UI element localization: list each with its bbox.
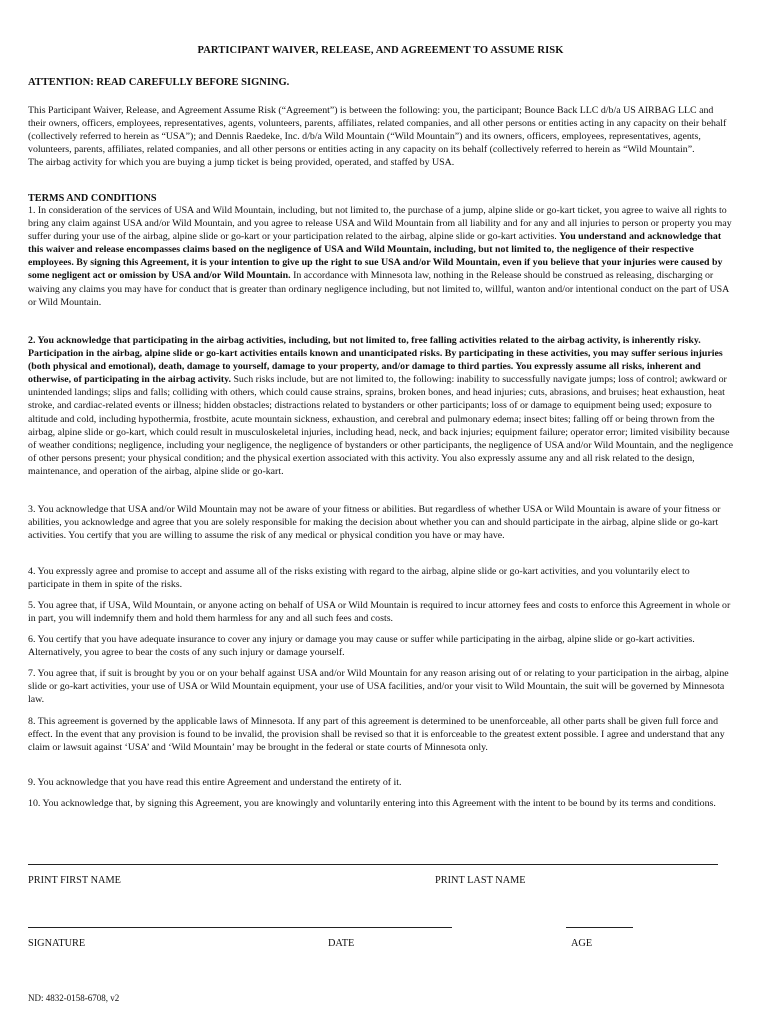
section-2-block: [28, 334, 733, 478]
section-5: 5. You agree that, if USA, Wild Mountain, or anyone acting on behalf of USA or Wild Mountain is required to incur attorney fees and costs to enforce this Agreement in whole or in part, you will indemnify them and hold them harmless for any and all such fees and costs.: [28, 600, 731, 625]
first-name-label: PRINT FIRST NAME: [28, 875, 121, 886]
intro-paragraph: This Participant Waiver, Release, and Agreement Assume Risk (“Agreement”) is between the following: you, the participant; Bounce Back LLC d/b/a US AIRBAG LLC and their owners, officers, employees, representatives, agents, volunteers, parents, affiliates, related companies, and all other persons or entities acting in any capacity on their behalf (collectively referred to herein as “USA”); and Dennis Raedeke, Inc. d/b/a Wild Mountain (“Wild Mountain”) and its owners, officers, employees, representatives, agents, volunteers, parents, affiliates, related companies, and all other persons or entities acting in any capacity on its behalf (collectively referred to herein as “Wild Mountain”.: [28, 105, 727, 156]
age-label: AGE: [571, 938, 593, 949]
section-10: 10. You acknowledge that, by signing this Agreement, you are knowingly and voluntarily entering into this Agreement with the intent to be bound by its terms and conditions.: [28, 798, 716, 809]
section-7: 7. You agree that, if suit is brought by you or on your behalf against USA and/or Wild Mountain for any reason arising out of or relating to your participation in the airbag, alpine slide or go-kart activities, your use of USA or Wild Mountain equipment, your use of USA facilities, and/or your visit to Wild Mountain, the suit will be governed by Minnesota law.: [28, 668, 729, 706]
section-8-block: [28, 715, 733, 754]
section-3: 3. You acknowledge that USA and/or Wild Mountain may not be aware of your fitness or abilities. But regardless of whether USA or Wild Mountain is aware of your fitness or abilities, you acknowledge and agree that you are solely responsible for making the decision about whether you can and should participate in the airbag, alpine slide or go-kart activities. You certify that you are willing to assume the risk of any medical or physical condition you have or may have.: [28, 504, 721, 542]
last-name-label: PRINT LAST NAME: [435, 875, 526, 886]
intro-section: [28, 104, 733, 169]
document-id-footer: ND: 4832-0158-6708, v2: [28, 993, 120, 1003]
section-2-text: Such risks include, but are not limited to, the following: inability to successfully navigate jumps; loss of control; awkward or unintended landings; slips and falls; colliding with others, which could cause strains, sprains, broken bones, and head injuries; cuts, abrasions, and bruises; heat exhaustion, heat stroke, and cardiac-related events or illness; hidden obstacles; distractions related to bystanders or other participants; loss of or damage to equipment being used; exposure to altitude and cold, including hypothermia, frostbite, acute mountain sickness, exhaustion, and cerebral and pulmonary edema; insect bites; falling off or being thrown from the airbag, alpine slide or go-kart, which could result in musculoskeletal injuries, including head, neck, and back injuries; equipment failure; operator error; limited visibility because of weather conditions; negligence, including your negligence, the negligence of bystanders or other participants, the negligence of USA and/or Wild Mountain, and the negligence of other persons present; your physical condition; and the physical exertion associated with this activity. You also expressly assume any and all risk related to the design, maintenance, and operation of the airbag, alpine slide or go-kart.: [28, 374, 733, 477]
section-1-tail: In accordance with Minnesota law, nothing in the Release should be construed as releasing, discharging or waiving any claims you may have for conduct that is greater than ordinary negligence including, but not limited to, willful, wanton and/or intentional conduct on the part of USA or Wild Mountain.: [28, 270, 729, 308]
section-1-bold: You understand and acknowledge that this waiver and release encompasses claims based on the negligence of USA and Wild Mountain, including, but not limited to, the negligence of their respective employees. By signing this Agreement, it is your intention to give up the right to sue USA and/or Wild Mountain, even if you believe that your injuries were caused by some negligent act or omission by USA and/or Wild Mountain.: [28, 231, 723, 282]
section-4-block: [28, 565, 733, 591]
terms-section: [28, 193, 733, 309]
name-line[interactable]: [28, 864, 718, 865]
terms-heading: TERMS AND CONDITIONS: [28, 193, 157, 204]
section-4: 4. You expressly agree and promise to accept and assume all of the risks existing with regard to the airbag, alpine slide or go-kart activities, and you voluntarily elect to participate in them in spite of the risks.: [28, 566, 690, 591]
section-6: 6. You certify that you have adequate insurance to cover any injury or damage you may cause or suffer while participating in the airbag, alpine slide or go-kart activities. Alternatively, you agree to bear the costs of any such injury or damage yourself.: [28, 634, 695, 659]
section-1-text: 1. In consideration of the services of USA and Wild Mountain, including, but not limited to, the purchase of a jump, alpine slide or go-kart ticket, you agree to waive all rights to bring any claim against USA and/or Wild Mountain, and you agree to release USA and Wild Mountain from all liability and for any and all injuries to person or property you may suffer during your use of the airbag, alpine slide or go-kart or your participation related to the airbag, alpine slide or go-kart activities.: [28, 205, 732, 243]
date-label: DATE: [328, 938, 355, 949]
section-2: [28, 334, 733, 478]
section-7-block: [28, 667, 733, 706]
section-1: [28, 204, 733, 309]
section-10-block: [28, 797, 733, 810]
signature-date-line[interactable]: [28, 927, 452, 928]
document-title: PARTICIPANT WAIVER, RELEASE, AND AGREEMENT TO ASSUME RISK: [197, 45, 564, 56]
age-line[interactable]: [566, 927, 633, 928]
intro-airbag-note: The airbag activity for which you are buying a jump ticket is being provided, operated, and staffed by USA.: [28, 157, 455, 169]
attention-notice: ATTENTION: READ CAREFULLY BEFORE SIGNING.: [28, 77, 290, 88]
section-8: 8. This agreement is governed by the applicable laws of Minnesota. If any part of this agreement is determined to be unenforceable, all other parts shall be given full force and effect. In the event that any provision is found to be invalid, the provision shall be revised so that it is enforceable to the greatest extent possible. I agree and understand that any claim or lawsuit against ‘USA’ and ‘Wild Mountain’ may be brought in the federal or state courts of Minnesota only.: [28, 716, 725, 754]
section-9-block: [28, 776, 733, 789]
section-5-block: [28, 599, 733, 625]
section-9: 9. You acknowledge that you have read this entire Agreement and understand the entirety of it.: [28, 777, 402, 788]
signature-label: SIGNATURE: [28, 938, 86, 949]
section-2-bold: 2. You acknowledge that participating in the airbag activities, including, but not limited to, free falling activities related to the airbag activity, is inherently risky. Participation in the airbag, alpine slide or go-kart activities entails known and unanticipated risks. By participating in these activities, you may suffer serious injuries (both physical and emotional), death, damage to yourself, damage to your property, and/or damage to third parties. You expressly assume all risks, inherent and otherwise, of participating in the airbag activity.: [28, 335, 723, 386]
section-3-block: [28, 503, 733, 542]
section-6-block: [28, 633, 733, 659]
